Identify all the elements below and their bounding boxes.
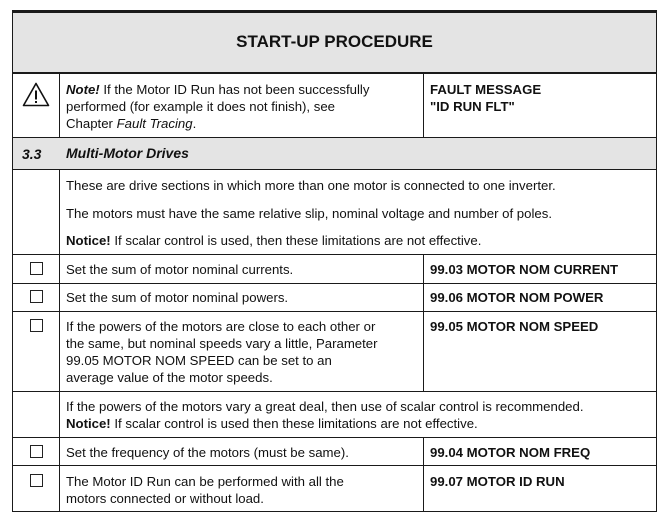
warning-icon [22,82,50,107]
right-border [656,10,657,512]
note-text-1: If the Motor ID Run has not been successfully [103,82,370,97]
intro-notice [66,232,481,249]
step-text: Set the frequency of the motors (must be same). [66,445,349,460]
step-parameter: 99.06 MOTOR NOM POWER [430,290,604,305]
step-parameter: 99.07 MOTOR ID RUN [430,474,565,489]
note-line-2: performed (for example it does not finish), see [66,99,336,114]
note-line-1 [66,81,369,98]
bottom-rule [12,511,657,512]
step-parameter: 99.05 MOTOR NOM SPEED [430,319,599,334]
row-rule [12,254,657,255]
step-text-line: If the powers of the motors are close to each other or [66,319,376,334]
step-parameter: 99.03 MOTOR NOM CURRENT [430,262,619,277]
page-title: START-UP PROCEDURE [12,12,657,72]
intro-line-1: These are drive sections in which more than one motor is connected to one inverter. [66,178,556,193]
row-rule [12,391,657,392]
step-checkbox[interactable] [30,445,43,458]
section-title: Multi-Motor Drives [66,145,189,161]
col-rule [59,170,60,512]
col-rule [423,73,424,138]
step-text-line: the same, but nominal speeds vary a little, Parameter [66,336,378,351]
step-text-line: 99.05 MOTOR NOM SPEED can be set to an [66,353,332,368]
intro-line-2: The motors must have the same relative slip, nominal voltage and number of poles. [66,206,552,221]
col-rule [59,73,60,138]
col-rule [423,255,424,392]
step-text-line: average value of the motor speeds. [66,370,273,385]
row-rule [12,311,657,312]
step-text-line: The Motor ID Run can be performed with all the [66,474,344,489]
col-rule [423,438,424,512]
note-text-3-suffix: . [192,116,197,131]
scalar-note-line-1: If the powers of the motors vary a great deal, then use of scalar control is recommended. [66,399,584,414]
notice-text: If scalar control is used, then these limitations are not effective. [110,233,482,248]
step-text: Set the sum of motor nominal powers. [66,290,289,305]
step-parameter: 99.04 MOTOR NOM FREQ [430,445,591,460]
note-label: Note! [66,82,100,97]
step-text: Set the sum of motor nominal currents. [66,262,294,277]
step-checkbox[interactable] [30,290,43,303]
row-rule [12,137,657,138]
fault-message-label: FAULT MESSAGE [430,82,542,97]
fault-message-value: "ID RUN FLT" [430,99,515,114]
notice-label: Notice! [66,416,111,431]
note-text-3-prefix: Chapter [66,116,117,131]
row-rule [12,283,657,284]
row-rule [12,465,657,466]
fault-tracing-reference: Fault Tracing [116,116,193,131]
step-checkbox[interactable] [30,262,43,275]
step-checkbox[interactable] [30,319,43,332]
title-rule [12,72,657,74]
top-rule [12,10,657,13]
left-border [12,10,13,512]
step-checkbox[interactable] [30,474,43,487]
notice-text: If scalar control is used then these limitations are not effective. [110,416,478,431]
note-line-3 [66,115,196,132]
scalar-note-notice [66,415,478,432]
row-rule [12,437,657,438]
section-number: 3.3 [22,146,42,162]
notice-label: Notice! [66,233,111,248]
row-rule [12,169,657,170]
step-text-line: motors connected or without load. [66,491,264,506]
